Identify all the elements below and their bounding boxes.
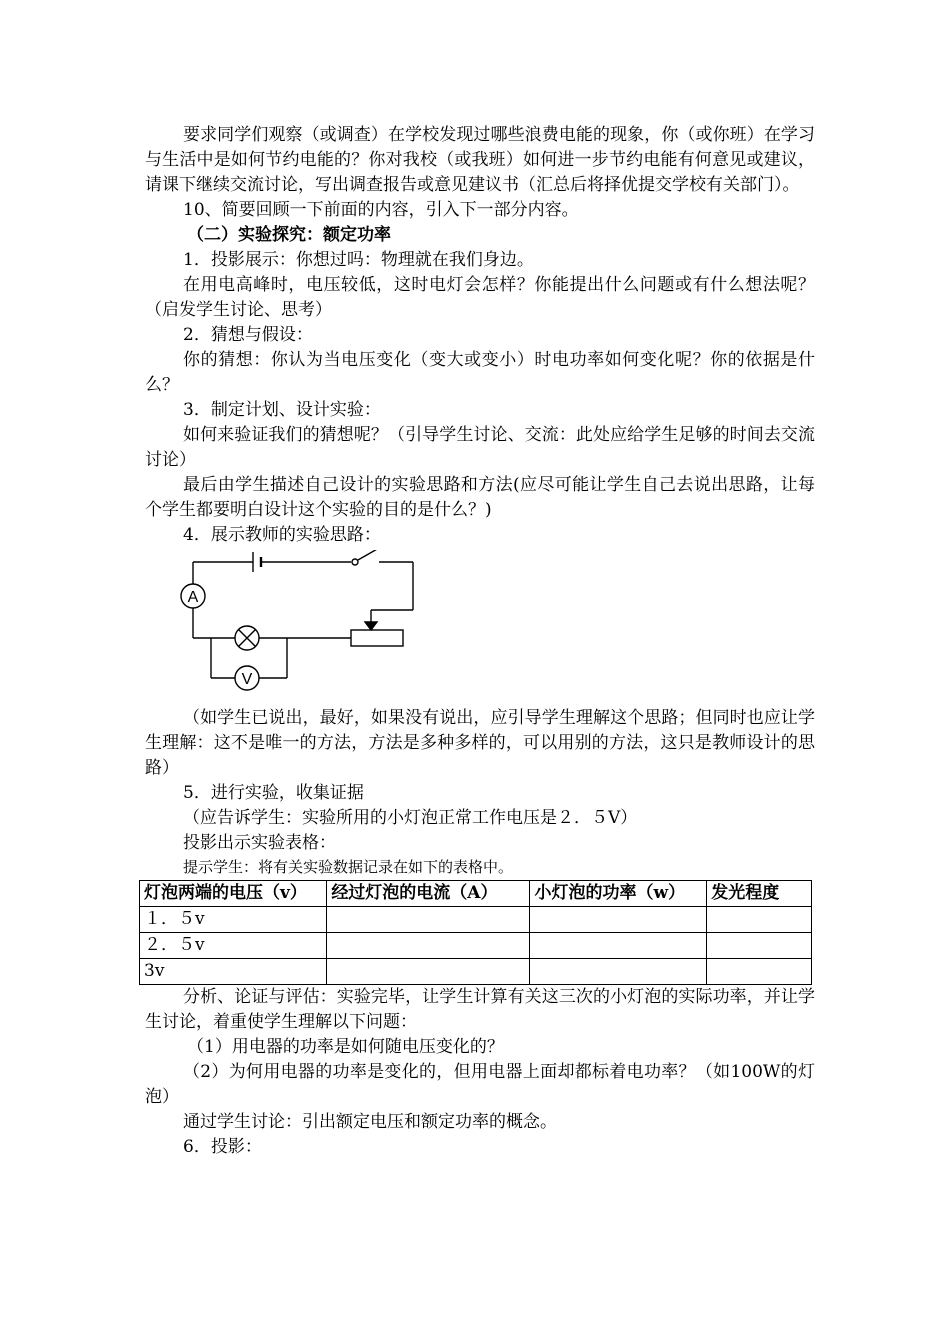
step-5-hint: 提示学生：将有关实验数据记录在如下的表格中。 (183, 858, 514, 876)
table-header-row (140, 881, 812, 907)
step-2-text: 你的猜想：你认为当电压变化（变大或变小）时电功率如何变化呢？你的依据是什么？ (145, 350, 815, 395)
battery-icon (253, 552, 261, 572)
table-cell (327, 959, 530, 985)
table-cell: ２．５v (140, 933, 327, 959)
table-row (140, 959, 812, 985)
rheostat-icon (351, 610, 403, 646)
intro-paragraph: 要求同学们观察（或调查）在学校发现过哪些浪费电能的现象，你（或你班）在学习与生活中是如何节约电能的？你对我校（或我班）如何进一步节约电能有何意见或建议，请课下继续交流讨论，写出调查报告或意见建议书（汇总后将择优提交学校有关部门）。 (145, 125, 815, 195)
table-cell: １．５v (140, 907, 327, 933)
table-row (140, 933, 812, 959)
table-cell (530, 959, 707, 985)
question-1: （1）用电器的功率是如何随电压变化的？ (187, 1037, 504, 1057)
step-3-text-a: 如何来验证我们的猜想呢？（引导学生讨论、交流：此处应给学生足够的时间去交流讨论） (145, 425, 815, 470)
header-power: 小灯泡的功率（w） (530, 881, 707, 907)
section-title: （二）实验探究：额定功率 (187, 225, 391, 245)
table-cell (707, 907, 812, 933)
step-2-heading: 2．猜想与假设： (183, 325, 313, 345)
table-cell (327, 907, 530, 933)
step-3-text-b: 最后由学生描述自己设计的实验思路和方法(应尽可能让学生自己去说出思路，让每个学生都要明白设计这个实验的目的是什么？) (145, 475, 815, 520)
conclusion-paragraph: 通过学生讨论：引出额定电压和额定功率的概念。 (183, 1112, 557, 1132)
table-cell (707, 933, 812, 959)
step-5-heading: 5．进行实验，收集证据 (183, 783, 364, 803)
header-voltage: 灯泡两端的电压（v） (140, 881, 327, 907)
table-row (140, 907, 812, 933)
step-1-heading: 1．投影展示：你想过吗：物理就在我们身边。 (183, 250, 534, 270)
experiment-table (139, 880, 812, 985)
step-3-heading: 3．制定计划、设计实验： (183, 400, 381, 420)
step-4-text: （如学生已说出，最好，如果没有说出，应引导学生理解这个思路；但同时也应让学生理解：这不是唯一的方法，方法是多种多样的，可以用别的方法，这只是教师设计的思路） (145, 708, 815, 778)
analysis-paragraph: 分析、论证与评估：实验完毕，让学生计算有关这三次的小灯泡的实际功率，并让学生讨论，着重使学生理解以下问题： (145, 987, 815, 1032)
voltmeter-label: V (241, 671, 253, 688)
table-cell (530, 933, 707, 959)
step-1-text: 在用电高峰时，电压较低，这时电灯会怎样？你能提出什么问题或有什么想法呢？（启发学生讨论、思考） (145, 275, 815, 320)
table-cell (530, 907, 707, 933)
circuit-diagram (175, 550, 415, 700)
header-brightness: 发光程度 (707, 881, 812, 907)
step-6-heading: 6．投影： (183, 1137, 262, 1157)
switch-icon (352, 550, 379, 565)
lamp-icon (235, 626, 259, 650)
ammeter-label: A (187, 589, 199, 606)
table-cell: 3v (140, 959, 327, 985)
header-current: 经过灯泡的电流（A） (327, 881, 530, 907)
question-2: （2）为何用电器的功率是变化的，但用电器上面却都标着电功率？（如100W的灯泡） (145, 1062, 815, 1107)
table-cell (327, 933, 530, 959)
step-4-heading: 4．展示教师的实验思路： (183, 525, 381, 545)
document-page (145, 123, 815, 1160)
table-cell (707, 959, 812, 985)
step-5-note: （应告诉学生：实验所用的小灯泡正常工作电压是２．５V） (183, 808, 638, 828)
review-paragraph: 10、简要回顾一下前面的内容，引入下一部分内容。 (183, 200, 579, 220)
step-5-table-intro: 投影出示实验表格： (183, 833, 336, 853)
